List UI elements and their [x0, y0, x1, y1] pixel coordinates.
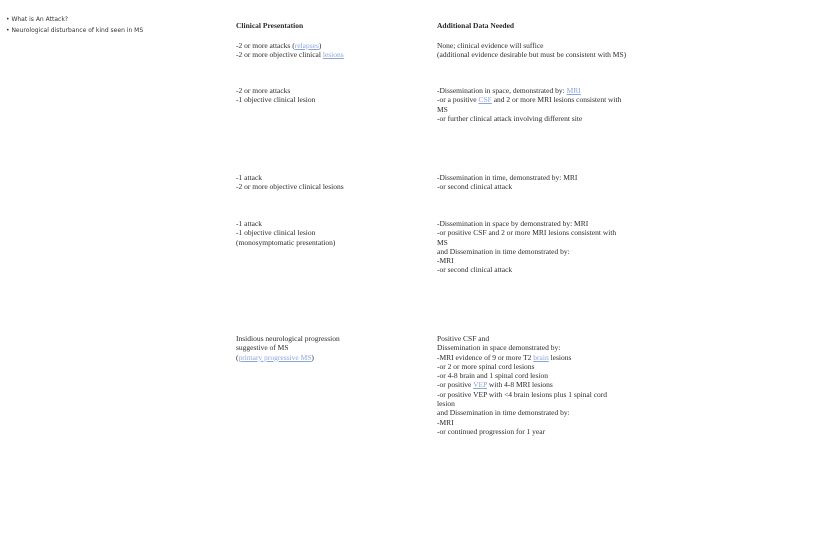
cell-text: suggestive of MS	[236, 343, 289, 353]
cell-line	[236, 353, 340, 362]
clinical-header: Clinical Presentation	[236, 21, 304, 30]
cell-text: -or second clinical attack	[437, 265, 513, 275]
cell-text: -or continued progression for 1 year	[437, 426, 546, 436]
cell-text: -or 4-8 brain and 1 spinal cord lesion	[437, 371, 549, 381]
cell-text: -or positive VEP with <4 brain lesions plus 1 spinal cord	[437, 389, 608, 399]
cell-text: -or a positive	[437, 95, 479, 105]
cell-line	[437, 380, 607, 389]
table-cell-clinical	[236, 86, 315, 105]
cell-text: and Dissemination in time demonstrated by:	[437, 408, 570, 418]
cell-line	[437, 247, 616, 256]
cell-text: Dissemination in space demonstrated by:	[437, 343, 561, 353]
cell-line	[236, 219, 335, 228]
cell-text: -or second clinical attack	[437, 182, 513, 192]
cell-line	[437, 390, 607, 399]
table-cell-additional	[437, 219, 616, 275]
cell-line	[437, 265, 616, 274]
cell-text: -1 attack	[236, 219, 263, 228]
table-cell-additional	[437, 334, 607, 436]
cell-line	[437, 86, 621, 95]
cell-text: )	[318, 41, 322, 50]
cell-line	[437, 173, 577, 182]
table-cell-clinical	[236, 41, 344, 60]
cell-line	[437, 238, 616, 247]
cell-line	[236, 173, 344, 182]
cell-link[interactable]: CSF	[478, 95, 492, 105]
cell-text: with 4-8 MRI lesions	[487, 380, 553, 390]
cell-text: -Dissemination in space, demonstrated by:	[437, 86, 567, 95]
cell-line	[437, 41, 626, 50]
cell-line	[437, 182, 577, 191]
cell-text: -or positive CSF and 2 or more MRI lesions consistent with	[437, 228, 617, 238]
cell-line	[437, 334, 607, 343]
cell-text: (	[236, 352, 239, 362]
cell-text: -Dissemination in space by demonstrated by: MRI	[437, 219, 589, 228]
sidebar	[6, 14, 206, 36]
clinical-column	[236, 21, 303, 30]
cell-link[interactable]: VEP	[473, 380, 487, 390]
cell-text: -or further clinical attack involving different site	[437, 113, 583, 123]
cell-line	[236, 334, 340, 343]
table-cell-additional	[437, 41, 626, 60]
table-cell-clinical	[236, 219, 335, 247]
cell-link[interactable]: relapses	[294, 41, 319, 50]
table-cell-clinical	[236, 173, 344, 192]
cell-text: MS	[437, 104, 448, 114]
cell-text: Positive CSF and	[437, 334, 490, 343]
cell-line	[236, 343, 340, 352]
cell-text: -MRI	[437, 417, 454, 427]
cell-text: -2 or more objective clinical lesions	[236, 182, 344, 192]
cell-text: )	[311, 352, 314, 362]
cell-text: lesions	[548, 352, 572, 362]
additional-header: Additional Data Needed	[437, 21, 515, 30]
additional-column	[437, 21, 514, 30]
cell-line	[437, 228, 616, 237]
cell-text: and 2 or more MRI lesions consistent with	[491, 95, 622, 105]
cell-text: lesion	[437, 399, 455, 409]
table-cell-additional	[437, 86, 621, 123]
cell-line	[236, 50, 344, 59]
cell-line	[437, 219, 616, 228]
cell-text: -2 or more objective clinical	[236, 50, 323, 60]
cell-line	[437, 427, 607, 436]
cell-line	[236, 95, 315, 104]
cell-line	[437, 353, 607, 362]
cell-line	[236, 228, 335, 237]
cell-text: -MRI	[437, 256, 454, 266]
cell-text: and Dissemination in time demonstrated by:	[437, 246, 570, 256]
cell-text: -or 2 or more spinal cord lesions	[437, 361, 535, 371]
cell-line	[437, 105, 621, 114]
cell-line	[236, 238, 335, 247]
cell-text: MS	[437, 237, 448, 247]
cell-text: (additional evidence desirable but must be consistent with MS)	[437, 50, 627, 60]
cell-text: -1 attack	[236, 173, 263, 182]
cell-text: -MRI evidence of 9 or more T2	[437, 352, 534, 362]
cell-line	[437, 256, 616, 265]
cell-text: Insidious neurological progression	[236, 334, 340, 343]
cell-text: -1 objective clinical lesion	[236, 95, 316, 105]
cell-text: None; clinical evidence will suffice	[437, 41, 544, 50]
table-cell-clinical	[236, 334, 340, 362]
cell-line	[437, 418, 607, 427]
table-cell-additional	[437, 173, 577, 192]
cell-line	[437, 114, 621, 123]
cell-link[interactable]: brain	[533, 352, 549, 362]
cell-line	[437, 95, 621, 104]
cell-line	[437, 399, 607, 408]
cell-line	[437, 343, 607, 352]
sidebar-item-neurological-disturbance: • Neurological disturbance of kind seen in MS	[6, 27, 144, 34]
cell-link[interactable]: primary progressive MS	[238, 352, 312, 362]
cell-line	[437, 371, 607, 380]
cell-link[interactable]: MRI	[566, 86, 581, 95]
cell-text: -1 objective clinical lesion	[236, 228, 316, 238]
cell-text: -Dissemination in time, demonstrated by: MRI	[437, 173, 578, 182]
cell-line	[437, 408, 607, 417]
cell-line	[437, 362, 607, 371]
cell-text: -2 or more attacks	[236, 86, 291, 95]
cell-link[interactable]: lesions	[322, 50, 344, 60]
cell-line	[236, 182, 344, 191]
cell-line	[236, 41, 344, 50]
cell-line	[437, 50, 626, 59]
sidebar-item-what-is-attack: • What is An Attack?	[6, 16, 68, 23]
cell-text: (monosymptomatic presentation)	[236, 237, 336, 247]
cell-line	[236, 86, 315, 95]
cell-text: -or positive	[437, 380, 474, 390]
cell-text: -2 or more attacks (	[236, 41, 295, 50]
